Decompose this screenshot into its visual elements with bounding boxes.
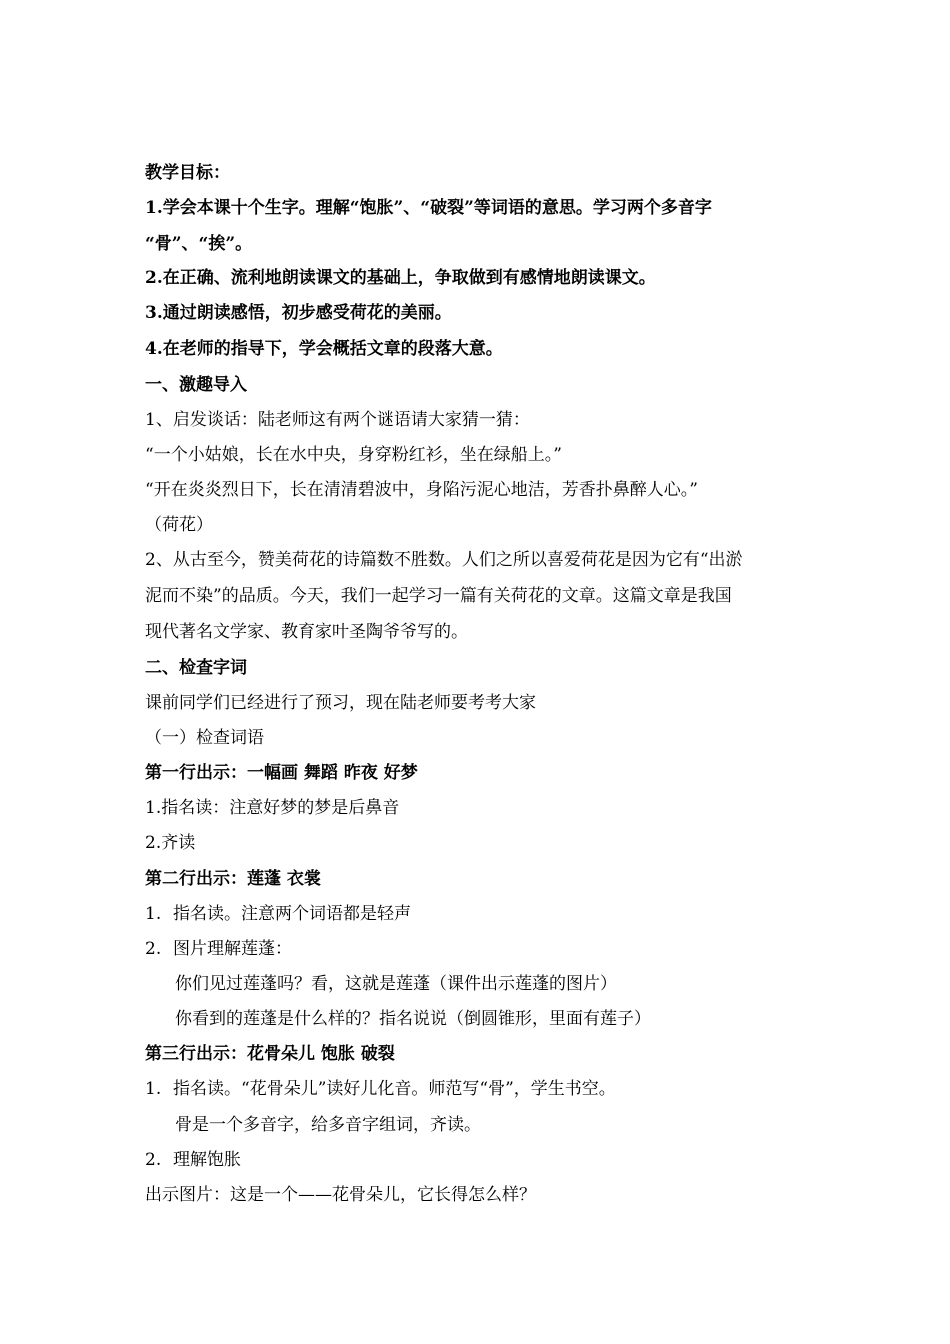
- row-3-label: 第三行出示：花骨朵儿 饱胀 破裂: [145, 1044, 395, 1064]
- riddle-1: “一个小姑娘，长在水中央，身穿粉红衫，坐在绿船上。”: [145, 445, 562, 465]
- row-1-label: 第一行出示：一幅画 舞蹈 昨夜 好梦: [145, 763, 418, 783]
- list-text: 图片理解莲蓬：: [173, 939, 292, 959]
- row-2-item-1: [145, 902, 411, 926]
- section-1-para-1: 1、启发谈话：陆老师这有两个谜语请大家猜一猜：: [145, 410, 530, 430]
- goal-1-cont: “骨”、“挨”。: [145, 234, 253, 254]
- list-number: 2.: [145, 1150, 162, 1170]
- row-2-sub-1: 你们见过莲蓬吗？看，这就是莲蓬（课件出示莲蓬的图片）: [175, 974, 617, 994]
- row-3-item-2: [145, 1148, 241, 1172]
- list-number: 1.: [145, 1079, 162, 1099]
- goal-4: 4.在老师的指导下，学会概括文章的段落大意。: [145, 339, 503, 359]
- row-3-item-1: [145, 1077, 616, 1101]
- riddle-2: “开在炎炎烈日下，长在清清碧波中，身陷污泥心地洁，芳香扑鼻醉人心。”: [145, 480, 698, 500]
- riddle-answer: （荷花）: [145, 515, 213, 535]
- row-2-sub-2: 你看到的莲蓬是什么样的？指名说说（倒圆锥形，里面有莲子）: [175, 1009, 651, 1029]
- row-1-item-1: 1.指名读：注意好梦的梦是后鼻音: [145, 798, 400, 818]
- list-text: 指名读。注意两个词语都是轻声: [173, 904, 411, 924]
- row-1-item-2: 2.齐读: [145, 833, 196, 853]
- goal-2: 2.在正确、流利地朗读课文的基础上，争取做到有感情地朗读课文。: [145, 268, 656, 288]
- section-2-sub: （一）检查词语: [145, 728, 264, 748]
- goals-heading: 教学目标：: [145, 163, 230, 183]
- list-text: 理解饱胀: [173, 1150, 241, 1170]
- row-3-sub-1: 骨是一个多音字，给多音字组词，齐读。: [175, 1115, 481, 1135]
- section-1-heading: 一、激趣导入: [145, 375, 247, 395]
- row-2-label: 第二行出示：莲蓬 衣裳: [145, 869, 321, 889]
- row-3-last: 出示图片：这是一个——花骨朵儿，它长得怎么样？: [145, 1185, 536, 1205]
- list-number: 1.: [145, 904, 162, 924]
- goal-1: 1.学会本课十个生字。理解“饱胀”、“破裂”等词语的意思。学习两个多音字: [145, 198, 712, 218]
- section-1-para-2: 2、从古至今，赞美荷花的诗篇数不胜数。人们之所以喜爱荷花是因为它有“出淤: [145, 550, 743, 570]
- section-2-intro: 课前同学们已经进行了预习，现在陆老师要考考大家: [145, 693, 536, 713]
- section-1-para-2-end: 现代著名文学家、教育家叶圣陶爷爷写的。: [145, 622, 468, 642]
- list-text: 指名读。“花骨朵儿”读好儿化音。师范写“骨”，学生书空。: [173, 1079, 616, 1099]
- section-2-heading: 二、检查字词: [145, 658, 247, 678]
- goal-3: 3.通过朗读感悟，初步感受荷花的美丽。: [145, 303, 452, 323]
- section-1-para-2-cont: 泥而不染”的品质。今天，我们一起学习一篇有关荷花的文章。这篇文章是我国: [145, 586, 732, 606]
- list-number: 2.: [145, 939, 162, 959]
- row-2-item-2: [145, 937, 292, 961]
